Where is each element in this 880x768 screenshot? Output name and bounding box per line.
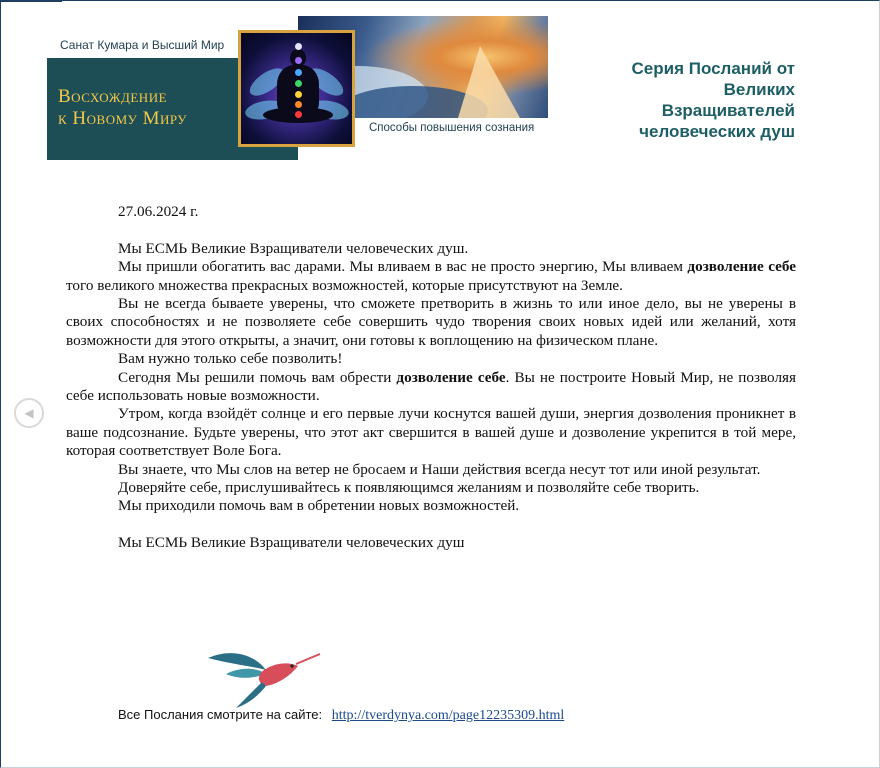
chakra-dot — [295, 91, 302, 98]
message-paragraph — [66, 350, 796, 368]
stairs-shape — [458, 46, 520, 118]
paragraph-text: . Вы не построите Новый Мир, не позволяя себе использовать новые возможности. — [66, 368, 797, 405]
author-line: Санат Кумара и Высший Мир — [60, 38, 225, 52]
message-paragraph — [66, 369, 796, 406]
footer-label: Все Послания смотрите на сайте: — [118, 707, 323, 722]
footer — [118, 707, 564, 724]
emphasis-text: дозволение себе — [396, 368, 506, 386]
paragraph-text: того великого множества прекрасных возможностей, которые присутствуют на Земле. — [66, 276, 623, 294]
message-paragraph — [66, 258, 796, 295]
chakra-dot — [295, 57, 302, 64]
message-signature: Мы ЕСМЬ Великие Взращиватели человеческих душ — [118, 534, 465, 552]
chakra-dot — [295, 43, 302, 50]
series-title: Серия Посланий от Великих Взращивателей человеческих душ — [631, 59, 795, 141]
meditation-figure-image — [238, 30, 355, 147]
message-body — [66, 203, 796, 553]
paragraph-text: Доверяйте себе, прислушивайтесь к появляющимся желаниям и позволяйте себе творить. — [118, 479, 700, 497]
book-title-line-1: Восхождение — [58, 86, 168, 107]
chakra-dot — [295, 111, 302, 118]
message-paragraph — [66, 295, 796, 350]
book-title-line-2: к Новому Миру — [58, 108, 187, 129]
book-title — [58, 86, 238, 130]
chevron-left-icon: ◀ — [24, 405, 34, 420]
paragraph-text: Мы пришли обогатить вас дарами. Мы вливаем в вас не просто энергию, Мы вливаем — [118, 258, 688, 276]
chakra-dot — [295, 69, 302, 76]
message-paragraph — [66, 497, 796, 515]
emphasis-text: дозволение себе — [687, 258, 796, 276]
site-link[interactable]: http://tverdynya.com/page12235309.html — [331, 708, 565, 723]
frame-corner — [0, 0, 62, 2]
hummingbird-icon — [206, 640, 326, 710]
message-date: 27.06.2024 г. — [118, 203, 199, 220]
paragraph-text: Вы знаете, что Мы слов на ветер не бросаем и Наши действия всегда несут тот или иной результат. — [118, 460, 761, 478]
message-paragraph — [66, 461, 796, 479]
paragraph-text: Сегодня Мы решили помочь вам обрести — [118, 368, 397, 386]
paragraph-text: Мы приходили помочь вам в обретении новых возможностей. — [118, 497, 520, 515]
paragraph-text: Вы не всегда бываете уверены, что сможете претворить в жизнь то или иное дело, вы не уверены в своих способностях и не позволяете себе совершить чудо творения своих новых идей или желаний, хотя возможности для этого открыты, а значит, они готовы к воплощению на физическом плане. — [66, 295, 796, 349]
image-caption: Способы повышения сознания — [369, 122, 535, 134]
chakra-dot — [295, 80, 302, 87]
paragraph-text: Утром, когда взойдёт солнце и его первые лучи коснутся вашей души, энергия дозволения проникнет в ваше подсознание. Будьте уверены, что этот акт свершится в вашей душе и дозволение укрепится в той мере, которая соответствует Воле Бога. — [66, 405, 796, 460]
message-paragraph — [66, 405, 796, 460]
message-paragraph — [66, 240, 796, 258]
chakra-dot — [295, 101, 302, 108]
message-paragraphs — [66, 240, 796, 516]
paragraph-text: Вам нужно только себе позволить! — [118, 350, 343, 368]
message-paragraph — [66, 479, 796, 497]
paragraph-text: Мы ЕСМЬ Великие Взращиватели человеческих душ. — [118, 239, 469, 257]
previous-page-button[interactable] — [14, 398, 44, 428]
